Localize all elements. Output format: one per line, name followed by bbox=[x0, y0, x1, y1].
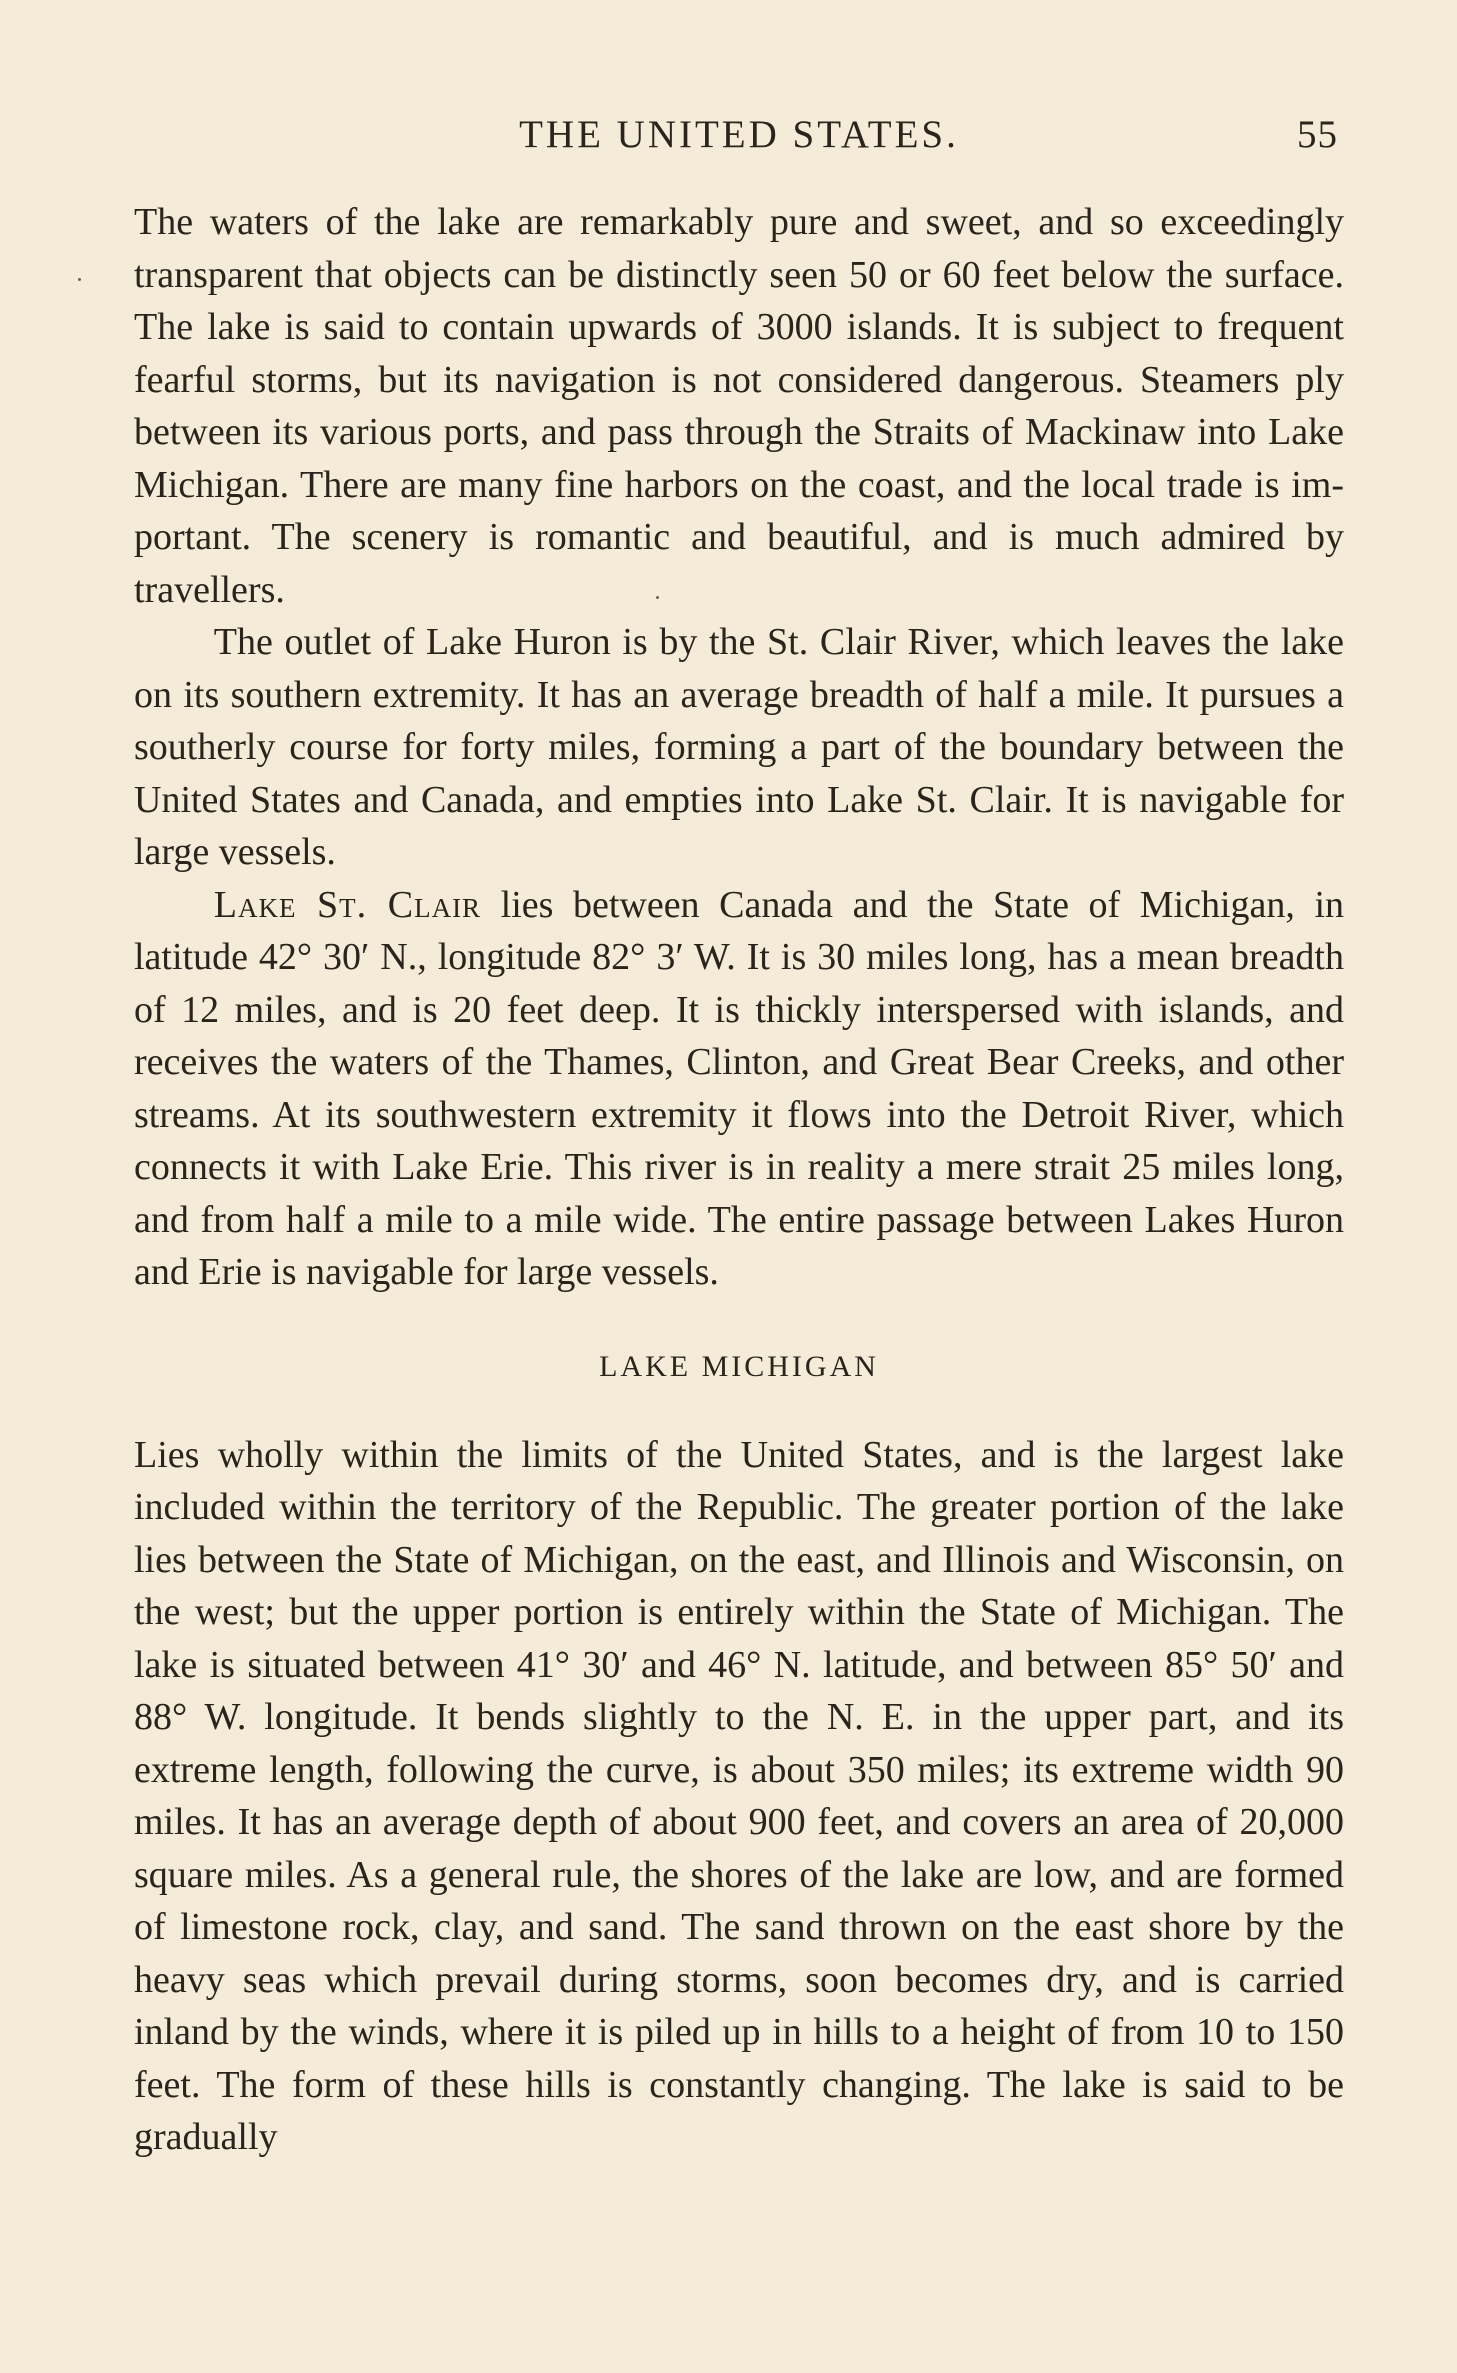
lake-st-clair-text: lies between Canada and the State of Michigan, in latitude 42° 30′ N., longitude 82° 3′ W. It is 30 miles long, has a mean breadth of 12 miles, and is 20 feet deep. It is thickly interspersed with islands, and receives the waters of the Thames, Clinton, and Great Bear Creeks, and other streams. At its southwestern extremity it flows into the Detroit River, which connects it with Lake Erie. This river is in reality a mere strait 25 miles long, and from half a mile to a mile wide. The entire passage between Lakes Huron and Erie is navigable for large vessels. bbox=[134, 883, 1344, 1293]
paragraph-lake-michigan: Lies wholly within the limits of the United States, and is the largest lake included within the territory of the Republic. The greater portion of the lake lies between the State of Michigan, on the east, and Illinois and Wisconsin, on the west; but the upper portion is entirely within the State of Michigan. The lake is situated between 41° 30′ and 46° N. latitude, and between 85° 50′ and 88° W. longitude. It bends slightly to the N. E. in the upper part, and its extreme length, following the curve, is about 350 miles; its extreme width 90 miles. It has an average depth of about 900 feet, and covers an area of 20,000 square miles. As a general rule, the shores of the lake are low, and are formed of limestone rock, clay, and sand. The sand thrown on the east shore by the heavy seas which prevail during storms, soon becomes dry, and is carried inland by the winds, where it is piled up in hills to a height of from 10 to 150 feet. The form of these hills is constantly changing. The lake is said to be gradually bbox=[134, 1433, 1344, 2158]
page-number: 55 bbox=[1297, 113, 1338, 156]
paper-speck bbox=[78, 278, 81, 281]
page-header bbox=[134, 112, 1344, 172]
paragraph-st-clair-river: The outlet of Lake Huron is by the St. Clair River, which leaves the lake on its southern extremity. It has an average breadth of half a mile. It pursues a southerly course for forty miles, forming a part of the boundary between the United States and Canada, and empties into Lake St. Clair. It is navigable for large vessels. bbox=[134, 621, 1344, 873]
paper-speck bbox=[656, 596, 659, 599]
paragraph-lake-waters: The waters of the lake are remarkably pure and sweet, and so exceedingly transparent that objects can be distinctly seen 50 or 60 feet below the surface. The lake is said to contain upwards of 3000 islands. It is subject to frequent fearful storms, but its navigation is not considered dangerous. Steamers ply between its various ports, and pass through the Straits of Mackinaw into Lake Michigan. There are many fine harbors on the coast, and the local trade is important. The scenery is romantic and beautiful, and is much admired by travellers. bbox=[134, 201, 1344, 611]
page-body bbox=[134, 196, 1344, 2164]
lake-st-clair-lead: Lake St. Clair bbox=[213, 883, 482, 926]
running-head: THE UNITED STATES. bbox=[519, 113, 959, 156]
section-heading-lake-michigan: LAKE MICHIGAN bbox=[599, 1349, 879, 1383]
paragraph-lake-st-clair bbox=[134, 879, 1344, 1299]
